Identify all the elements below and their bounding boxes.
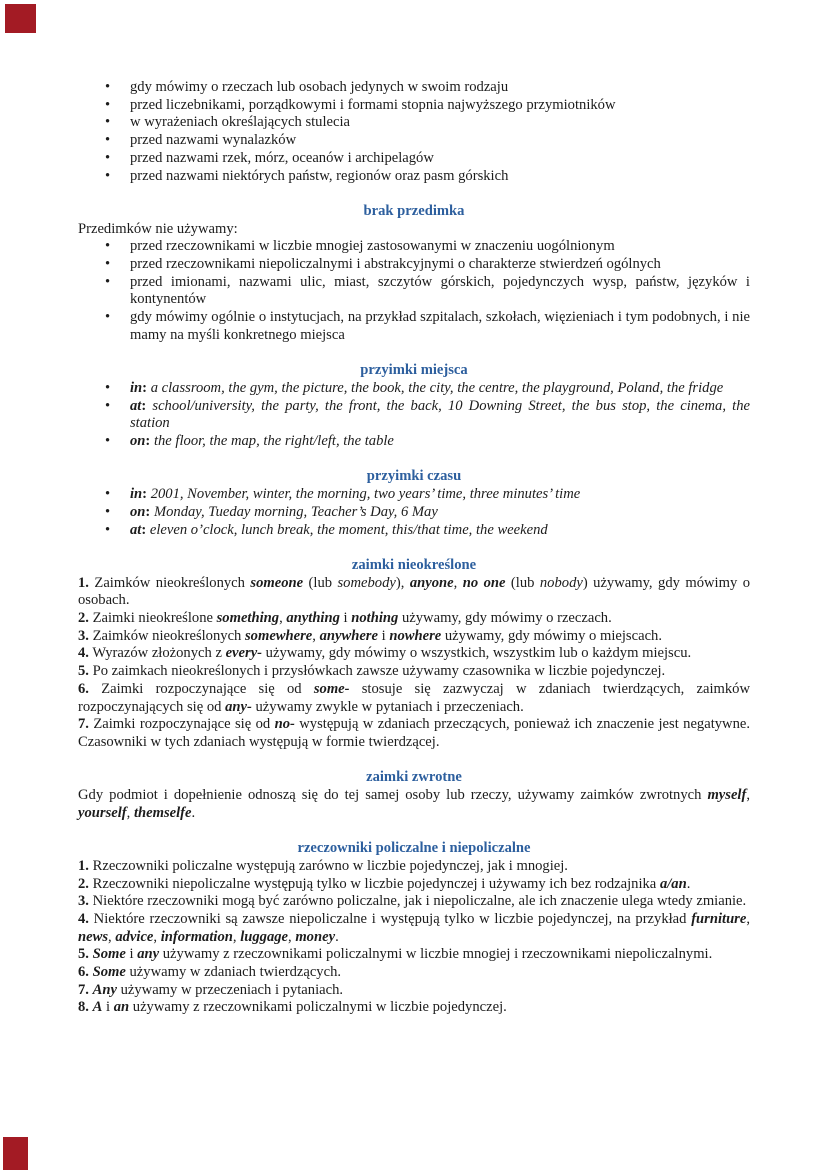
section-intro: Przedimków nie używamy: (78, 220, 238, 237)
text-run: gdy mówimy ogólnie o instytucjach, na przykład szpitalach, szkołach, więzieniach i tym podobnych, i nie mamy na myśli konkretnego miejsca (130, 309, 750, 343)
emphasized-text: 2001, November, winter, the morning, two years’ time, three minutes’ time (147, 486, 581, 503)
emphasized-text: 5. (78, 663, 89, 680)
paragraph (78, 964, 750, 982)
text-run: , (453, 574, 463, 591)
emphasized-text: an (113, 999, 130, 1016)
text-run: , (746, 910, 750, 927)
text-run: ), (395, 574, 410, 591)
section-heading: zaimki zwrotne (366, 769, 462, 786)
emphasized-text: 5. (78, 946, 89, 963)
paragraph (78, 610, 750, 628)
paragraph (78, 982, 750, 1000)
text-run: przed nazwami rzek, mórz, oceanów i archipelagów (130, 149, 434, 166)
section-przedimek-uses (78, 79, 750, 185)
section-heading: brak przedimka (363, 202, 465, 219)
text-run: Zaimki rozpoczynające się od (88, 680, 314, 697)
text-run: Zaimki nieokreślone (88, 610, 217, 627)
list-item (78, 309, 750, 344)
text-run: i (102, 999, 114, 1016)
emphasized-text: Some (92, 964, 126, 981)
text-run: ) używamy, gdy mówimy o osobach. (78, 574, 750, 609)
text-run: Gdy podmiot i dopełnienie odnoszą się do tej samej osoby lub rzeczy, używamy zaimków zwrotnych (78, 787, 708, 804)
emphasized-text: themselfe (133, 804, 192, 821)
section-heading: przyimki czasu (366, 468, 462, 485)
paragraph (78, 663, 750, 681)
list-item (78, 256, 750, 274)
list-item (78, 380, 750, 398)
list-item (78, 504, 750, 522)
text-run: używamy w przeczeniach i pytaniach. (116, 981, 344, 998)
paragraph (78, 911, 750, 946)
emphasized-text: 1. (78, 574, 89, 591)
text-run: . (191, 804, 196, 821)
emphasized-text: : (145, 433, 151, 450)
red-corner-mark-bottom-left (3, 1137, 28, 1170)
text-run: , (312, 627, 320, 644)
text-run: Rzeczowniki niepoliczalne występują tylko w liczbie pojedynczej i używamy ich bez rodzajnika (88, 875, 660, 892)
section-zaimki-zwrotne (78, 769, 750, 822)
list-item (78, 274, 750, 309)
text-run: przed nazwami niektórych państw, regionów oraz pasm górskich (130, 167, 509, 184)
emphasized-text: news (78, 928, 109, 945)
emphasized-text: 2. (78, 610, 89, 627)
emphasized-text: : (145, 503, 151, 520)
emphasized-text: on (130, 503, 146, 520)
text-run: , (279, 610, 287, 627)
emphasized-text: : (141, 397, 147, 414)
text-run: używamy, gdy mówimy o wszystkich, wszystkim lub o każdym miejscu. (262, 645, 692, 662)
section-heading: zaimki nieokreślone (351, 556, 477, 573)
paragraph (78, 645, 750, 663)
text-run: Niektóre rzeczowniki są zawsze niepoliczalne i występują tylko w liczbie pojedynczej, na przykład (88, 910, 692, 927)
emphasized-text: myself (707, 787, 747, 804)
list-item (78, 150, 750, 168)
emphasized-text: school/university, the party, the front, the back, 10 Downing Street, the bus stop, the cinema, the station (130, 397, 750, 432)
emphasized-text: 7. (78, 716, 89, 733)
list-item (78, 132, 750, 150)
paragraph (78, 681, 750, 716)
emphasized-text: 1. (78, 857, 89, 874)
emphasized-text: 3. (78, 893, 89, 910)
bullet-list (78, 486, 750, 539)
emphasized-text: the floor, the map, the right/left, the table (150, 433, 394, 450)
emphasized-text: someone (250, 574, 304, 591)
emphasized-text: in (130, 486, 143, 503)
paragraph (78, 893, 750, 911)
list-item (78, 79, 750, 97)
text-run: . (335, 928, 339, 945)
section-rzeczowniki-policzalne (78, 840, 750, 1017)
text-run: używamy z rzeczownikami policzalnymi w liczbie pojedynczej. (129, 999, 507, 1016)
emphasized-text: nobody (539, 574, 583, 591)
text-run: przed liczebnikami, porządkowymi i formami stopnia najwyższego przymiotników (130, 96, 616, 113)
emphasized-text: Monday, Tueday morning, Teacher’s Day, 6 May (150, 503, 438, 520)
section-przyimki-miejsca (78, 362, 750, 451)
emphasized-text: : (142, 486, 148, 503)
text-run: w wyrażeniach określających stulecia (130, 114, 351, 131)
text-run: Wyrazów złożonych z (88, 645, 226, 662)
text-run: używamy z rzeczownikami policzalnymi w liczbie mnogiej i rzeczownikami niepoliczalnymi. (159, 946, 713, 963)
section-przyimki-czasu (78, 468, 750, 539)
text-run: gdy mówimy o rzeczach lub osobach jedynych w swoim rodzaju (130, 79, 509, 95)
emphasized-text: on (130, 433, 146, 450)
list-item (78, 486, 750, 504)
text-run: Zaimki rozpoczynające się od (88, 716, 275, 733)
emphasized-text: any- (225, 698, 252, 715)
text-run: , (746, 787, 750, 804)
text-run: przed nazwami wynalazków (130, 132, 297, 149)
red-corner-mark-top-left (5, 4, 36, 33)
section-brak-przedimka (78, 203, 750, 345)
emphasized-text: furniture (691, 910, 747, 927)
emphasized-text: Any (92, 981, 117, 998)
text-run: Zaimków nieokreślonych (88, 627, 245, 644)
emphasized-text: a/an (659, 875, 687, 892)
paragraph (78, 716, 750, 751)
emphasized-text: eleven o’clock, lunch break, the moment, this/that time, the weekend (146, 521, 548, 538)
emphasized-text: nothing (351, 610, 399, 627)
emphasized-text: at (130, 397, 142, 414)
bullet-list (78, 238, 750, 344)
emphasized-text: in (130, 379, 143, 396)
emphasized-text: A (92, 999, 103, 1016)
list-item (78, 168, 750, 186)
text-run: używamy w zdaniach twierdzących. (125, 964, 342, 981)
text-run: używamy, gdy mówimy o miejscach. (441, 627, 662, 644)
emphasized-text: information (160, 928, 233, 945)
emphasized-text: somewhere (245, 627, 313, 644)
paragraph (78, 946, 750, 964)
emphasized-text: Some (92, 946, 126, 963)
text-run: (lub (505, 574, 540, 591)
text-run: (lub (303, 574, 338, 591)
bullet-list (78, 380, 750, 451)
text-run: , (153, 928, 161, 945)
emphasized-text: any (137, 946, 160, 963)
text-run: i (339, 610, 352, 627)
emphasized-text: 2. (78, 875, 89, 892)
emphasized-text: anything (286, 610, 340, 627)
list-item (78, 97, 750, 115)
text-run: . (686, 875, 691, 892)
section-zaimki-nieokreslone (78, 557, 750, 752)
text-run: Rzeczowniki policzalne występują zarówno w liczbie pojedynczej, jak i mnogiej. (88, 857, 568, 874)
text-run: przed imionami, nazwami ulic, miast, szczytów górskich, pojedynczych wysp, państw, języków i kontynentów (130, 273, 750, 308)
list-item (78, 433, 750, 451)
emphasized-text: somebody (337, 574, 396, 591)
text-run: i (125, 946, 138, 963)
text-run: , (126, 804, 134, 821)
text-run: Zaimków nieokreślonych (88, 574, 251, 591)
list-item (78, 114, 750, 132)
emphasized-text: anywhere (319, 627, 378, 644)
bullet-list (78, 79, 750, 185)
emphasized-text: nowhere (389, 627, 442, 644)
section-heading: przyimki miejsca (360, 362, 468, 379)
section-heading: rzeczowniki policzalne i niepoliczalne (297, 840, 531, 857)
emphasized-text: anyone (409, 574, 454, 591)
emphasized-text: 7. (78, 981, 89, 998)
text-run: występują w zdaniach przeczących, ponieważ ich znaczenie jest negatywne. Czasowniki w tych zdaniach występują w formie twierdzącej. (78, 716, 751, 750)
emphasized-text: something (216, 610, 280, 627)
paragraph (78, 876, 750, 894)
emphasized-text: money (295, 928, 336, 945)
emphasized-text: advice (115, 928, 154, 945)
emphasized-text: 4. (78, 910, 89, 927)
text-run: , (232, 928, 241, 945)
text-run: używamy zwykle w pytaniach i przeczeniach. (251, 698, 524, 715)
text-run: przed rzeczownikami w liczbie mnogiej zastosowanymi w znaczeniu uogólnionym (130, 238, 615, 255)
text-run: stosuje się zazwyczaj w zdaniach twierdzących, zaimków rozpoczynających się od (78, 680, 751, 715)
emphasized-text: 8. (78, 999, 89, 1016)
emphasized-text: some- (313, 680, 350, 697)
emphasized-text: 6. (78, 680, 89, 697)
emphasized-text: : (141, 521, 147, 538)
emphasized-text: a classroom, the gym, the picture, the book, the city, the centre, the playground, Poland, the fridge (147, 379, 724, 396)
emphasized-text: no- (274, 716, 295, 733)
paragraph (78, 999, 750, 1017)
paragraph (78, 787, 750, 822)
paragraph (78, 858, 750, 876)
emphasized-text: yourself (78, 804, 127, 821)
emphasized-text: at (130, 521, 142, 538)
text-run: Niektóre rzeczowniki mogą być zarówno policzalne, jak i niepoliczalne, ale ich znaczenie ulega wtedy zmianie. (88, 893, 747, 910)
emphasized-text: luggage (240, 928, 289, 945)
emphasized-text: 4. (78, 645, 89, 662)
emphasized-text: 3. (78, 627, 89, 644)
emphasized-text: no one (462, 574, 506, 591)
list-item (78, 522, 750, 540)
text-run: , (108, 928, 116, 945)
list-item (78, 238, 750, 256)
emphasized-text: : (142, 379, 148, 396)
emphasized-text: every- (225, 645, 263, 662)
text-run: Po zaimkach nieokreślonych i przysłówkach zawsze używamy czasownika w liczbie pojedynczej. (88, 663, 666, 680)
document-content (78, 79, 750, 1017)
text-run: i (377, 627, 390, 644)
emphasized-text: 6. (78, 964, 89, 981)
text-run: używamy, gdy mówimy o rzeczach. (398, 610, 612, 627)
text-run: przed rzeczownikami niepoliczalnymi i abstrakcyjnymi o charakterze stwierdzeń ogólnych (130, 256, 661, 273)
text-run: , (288, 928, 296, 945)
list-item (78, 398, 750, 433)
paragraph (78, 575, 750, 610)
paragraph (78, 628, 750, 646)
